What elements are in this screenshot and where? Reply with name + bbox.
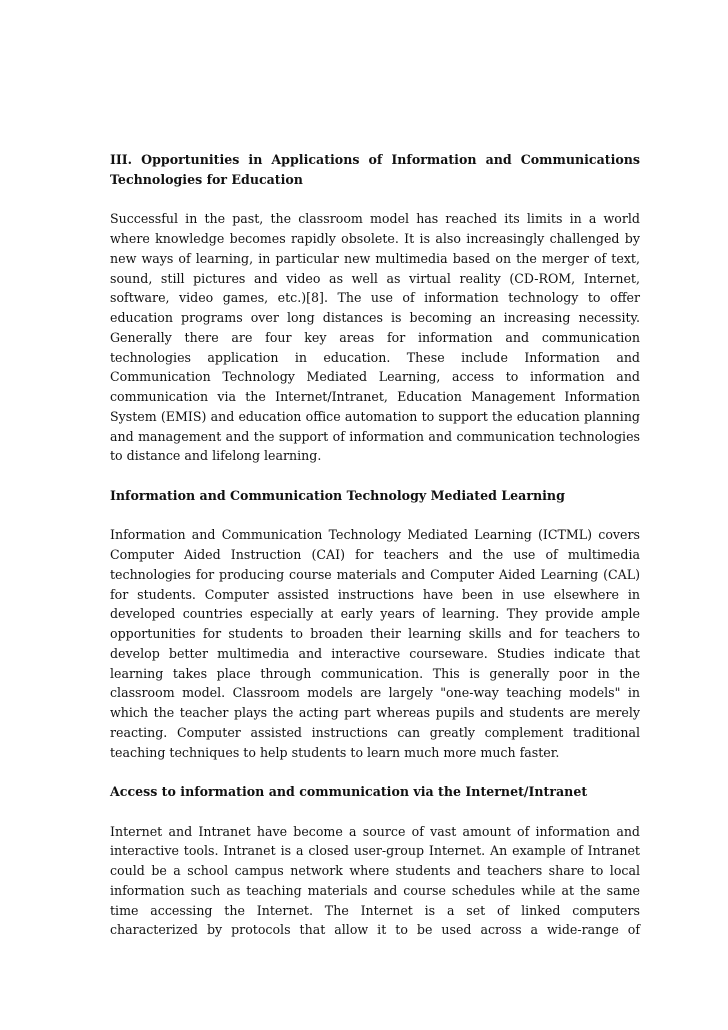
- section-heading: III. Opportunities in Applications of Information and Communications Technologies for Education: [110, 152, 640, 187]
- spacer: [110, 762, 640, 782]
- intro-paragraph: Successful in the past, the classroom model has reached its limits in a world where knowledge becomes rapidly obsolete. It is also increasingly challenged by new ways of learning, in particular new multimedia based on the merger of text, sound, still pictures and video as well as virtual reality (CD-ROM, Internet, software, video games, etc.)[8]. The use of information technology to offer education programs over long distances is becoming an increasing necessity. Generally there are four key areas for information and communication technologies application in education. These include Information and Communication Technology Mediated Learning, access to information and communication via the Internet/Intranet, Education Management Information System (EMIS) and education office automation to support the education planning and management and the support of information and communication technologies to distance and lifelong learning.: [110, 211, 640, 464]
- spacer: [110, 466, 640, 486]
- subheading-access: Access to information and communication via the Internet/Intranet: [110, 784, 588, 799]
- spacer: [110, 802, 640, 822]
- subheading-ictml: Information and Communication Technology Mediated Learning: [110, 487, 565, 503]
- spacer: [110, 190, 640, 210]
- spacer: [110, 506, 640, 526]
- access-paragraph: Internet and Intranet have become a source of vast amount of information and interactive tools. Intranet is a closed user-group Internet. An example of Intranet could be a school campus network where students and teachers share to local information such as teaching materials and course schedules while at the same time accessing the Internet. The Internet is a set of linked computers characterized by protocols that allow it to be used across a wide-range of: [110, 823, 640, 938]
- ictml-paragraph: Information and Communication Technology Mediated Learning (ICTML) covers Computer Aided Instruction (CAI) for teachers and the use of multimedia technologies for producing course materials and Computer Aided Learning (CAL) for students. Computer assisted instructions have been in use elsewhere in developed countries especially at early years of learning. They provide ample opportunities for students to broaden their learning skills and for teachers to develop better multimedia and interactive courseware. Studies indicate that learning takes place through communication. This is generally poor in the classroom model. Classroom models are largely "one-way teaching models" in which the teacher plays the acting part whereas pupils and students are merely reacting. Computer assisted instructions can greatly complement traditional teaching techniques to help students to learn much more much faster.: [110, 527, 640, 760]
- document-page: [110, 150, 640, 940]
